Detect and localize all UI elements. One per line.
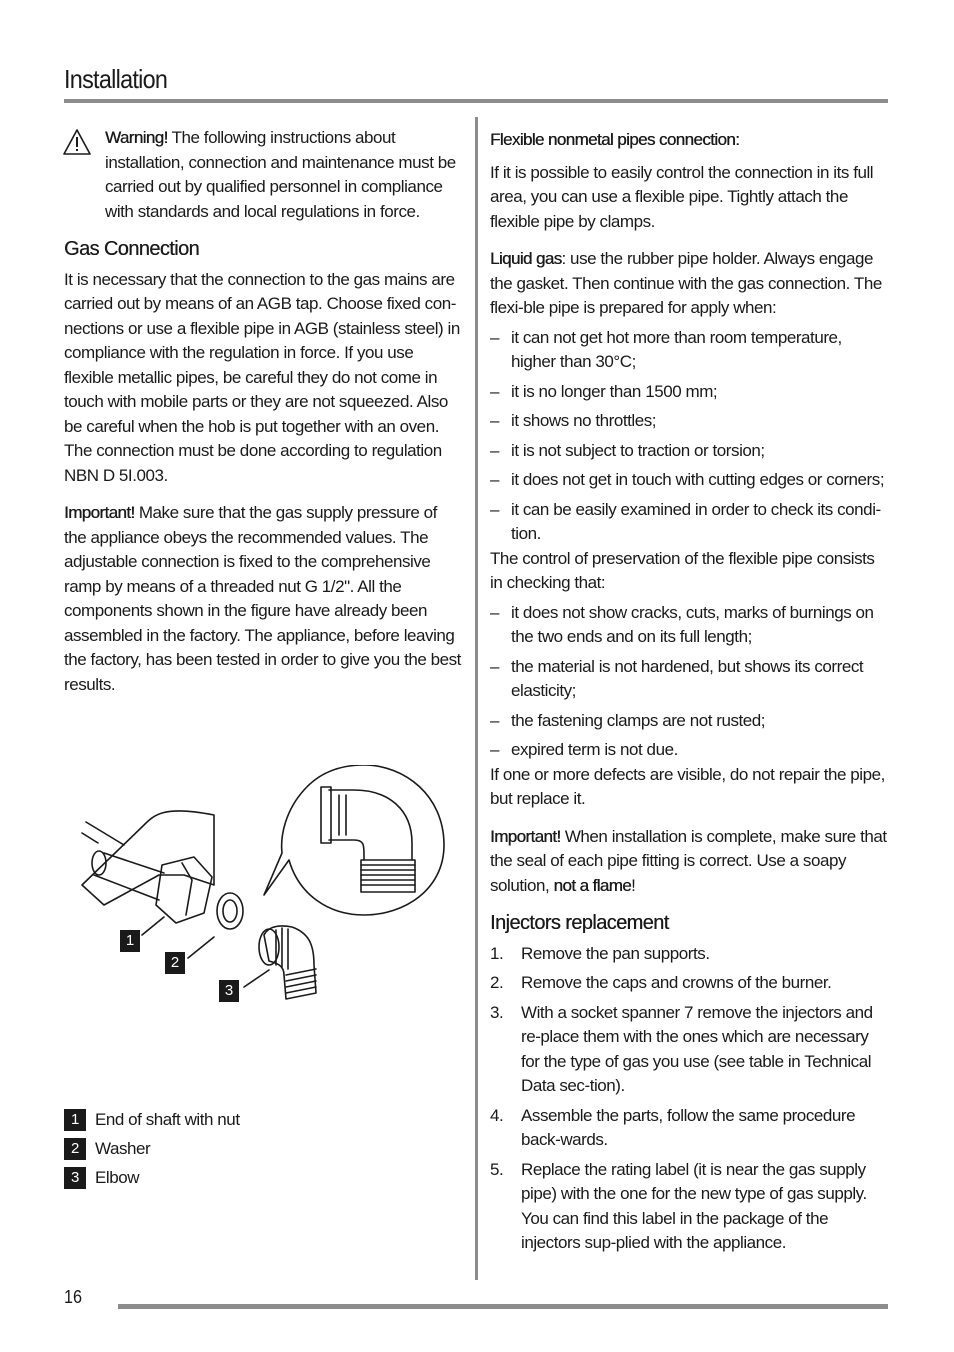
legend-number: 1 [64,1109,86,1131]
important-text-2: When installation is complete, make sure that the seal of each pipe fitting is correct. Use a soapy solution, [490,826,887,895]
legend-item [64,1137,240,1161]
legend-number: 2 [64,1138,86,1160]
step-text: Remove the pan supports. [521,943,710,963]
step-number: 3. [490,1002,504,1022]
legend-item [64,1108,240,1132]
step-item [490,1001,890,1099]
conditions-list [490,326,890,547]
step-text: Replace the rating label (it is near the gas supply pipe) with the one for the new type of gas supply. You can find this label in the package of the injectors sup-plied with the appliance. [521,1159,867,1252]
warning-text: The following instructions about installation, connection and maintenance must be carried out by qualified personnel in compliance with standards and local regulations in force. [105,128,456,221]
gas-connection-paragraph: It is necessary that the connection to the gas mains are carried out by means of an AGB tap. Choose fixed con-nections or use a flexible pipe in AGB (stainless steel) in compliance with the regulation in force. If you use flexible metallic pipes, be careful they do not come in touch with mobile parts or they are not squeezed. Also be careful when the hob is put together with an oven. [64,269,460,436]
callout-2: 2 [165,952,185,974]
step-number: 1. [490,943,504,963]
legend-number: 3 [64,1167,86,1189]
important-paragraph [64,501,462,697]
footer-divider [118,1304,888,1309]
list-item: – it shows no throttles; [490,409,890,434]
step-item [490,1158,890,1256]
connection-figure [64,765,464,1065]
liquid-gas-text: : use the rubber pipe holder. Always engage the gasket. Then continue with the gas connection. The flexi-ble pipe is prepared for apply when: [490,249,882,317]
list-item: – it does not show cracks, cuts, marks of burnings on the two ends and on its full length; [490,601,890,650]
list-item: – it can be easily examined in order to check its condi-tion. [490,498,890,547]
injectors-heading: Injectors replacement [490,912,669,934]
figure-legend [64,1108,240,1195]
page-number: 16 [64,1287,83,1307]
step-text: Assemble the parts, follow the same procedure back-wards. [521,1105,856,1149]
not-a-flame: not a flame [553,875,632,895]
liquid-gas-paragraph [490,247,890,321]
legend-label: Washer [95,1139,151,1158]
list-item: – it can not get hot more than room temperature, higher than 30°C; [490,326,890,375]
list-item: – it is not subject to traction or torsion; [490,439,890,464]
step-item [490,942,890,967]
step-text: Remove the caps and crowns of the burner. [521,973,832,992]
step-number: 4. [490,1105,504,1125]
warning-icon [62,128,92,156]
callout-3: 3 [219,980,239,1002]
liquid-gas-label: Liquid gas [490,249,562,268]
legend-label: Elbow [95,1168,140,1187]
gas-connection-heading: Gas Connection [64,238,200,260]
step-text: With a socket spanner 7 remove the injectors and re-place them with the ones which are necessary for the type of gas you use (see table in Technical Data sec-tion). [521,1002,873,1095]
flexible-pipes-heading: Flexible nonmetal pipes connection: [490,130,740,149]
step-number: 2. [490,973,504,992]
list-item: – it is no longer than 1500 mm; [490,380,890,405]
regulation-paragraph: The connection must be done according to regulation NBN D 5I.003. [64,441,442,485]
step-item [490,971,890,996]
list-item: – the material is not hardened, but shows its correct elasticity; [490,655,890,704]
list-item: – the fastening clamps are not rusted; [490,709,890,734]
step-number: 5. [490,1159,504,1179]
left-column [64,126,462,697]
flexible-pipes-text: If it is possible to easily control the connection in its full area, you can use a flexible pipe. Tightly attach the flexible pipe by clamps. [490,162,874,231]
warning-block [64,126,462,224]
page-title: Installation [64,64,168,94]
list-item: – it does not get in touch with cutting edges or corners; [490,468,890,493]
important-label-2: Important! [490,826,561,846]
important-label: Important! [64,503,135,522]
warning-label: Warning! [105,128,168,147]
defects-text: If one or more defects are visible, do not repair the pipe, but replace it. [490,764,885,808]
legend-label: End of shaft with nut [95,1110,240,1129]
important-paragraph-2 [490,825,890,899]
title-divider [64,99,888,103]
connection-illustration [64,765,464,1065]
list-item: – expired term is not due. [490,738,890,763]
important-text: Make sure that the gas supply pressure of the appliance obeys the recommended values. The adjustable connection is fixed to the comprehensive ramp by means of a threaded nut G 1/2". All the components shown in the figure have already been assembled in the factory. The appliance, before leaving the factory, has been tested in order to give you the best results. [64,503,461,694]
injectors-steps [490,942,890,1256]
callout-1: 1 [120,930,140,952]
checks-list [490,601,890,763]
important-end: ! [631,875,636,895]
legend-item [64,1166,240,1190]
step-item [490,1104,890,1153]
right-column [490,128,890,1261]
warning-paragraph [64,126,462,224]
control-text: The control of preservation of the flexible pipe consists in checking that: [490,548,875,592]
column-divider [475,117,478,1280]
